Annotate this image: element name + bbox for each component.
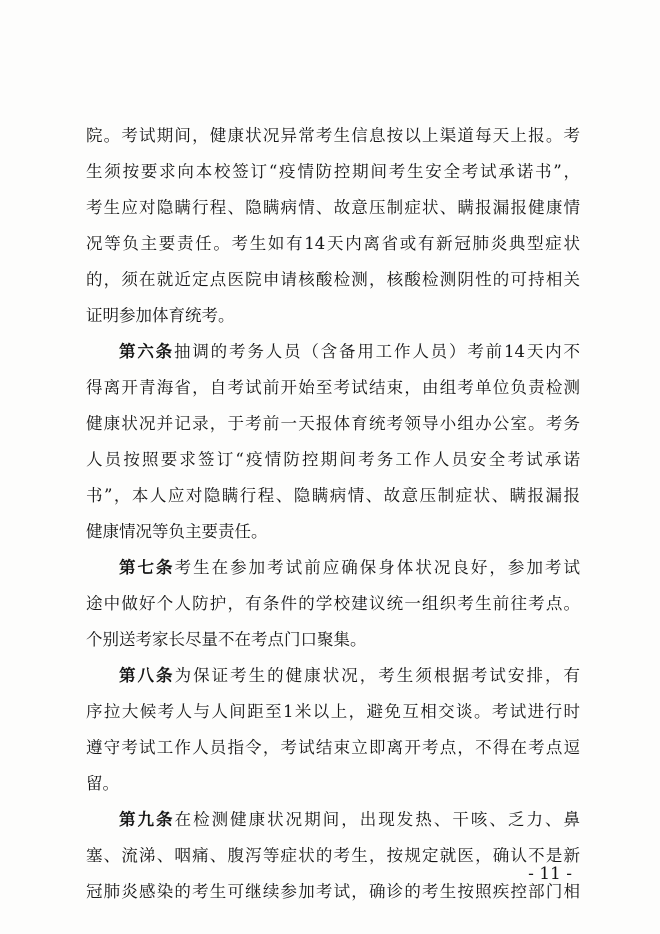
text-line: 冠肺炎感染的考生可继续参加考试，确诊的考生按照疾控部门相 bbox=[86, 882, 580, 901]
text-line: 途中做好个人防护，有条件的学校建议统一组织考生前往考点。 bbox=[86, 594, 580, 613]
article-heading: 第九条 bbox=[119, 810, 175, 829]
text-line: 人员按照要求签订“疫情防控期间考务工作人员安全考试承诺 bbox=[86, 450, 580, 469]
text-line: 书”，本人应对隐瞒行程、隐瞒病情、故意压制症状、瞒报漏报 bbox=[86, 486, 580, 505]
body-text bbox=[86, 118, 580, 910]
article-heading: 第七条 bbox=[119, 558, 175, 577]
text-line: 遵守考试工作人员指令，考试结束立即离开考点，不得在考点逗 bbox=[86, 738, 580, 757]
text-line: 考生应对隐瞒行程、隐瞒病情、故意压制症状、瞒报漏报健康情 bbox=[86, 198, 580, 217]
article-nine-line bbox=[86, 802, 580, 838]
text-line: 健康情况等负主要责任。 bbox=[86, 522, 268, 541]
article-text: 考生在参加考试前应确保身体状况良好，参加考试 bbox=[174, 558, 580, 577]
article-seven-line bbox=[86, 550, 580, 586]
article-heading: 第八条 bbox=[119, 666, 175, 685]
text-line: 证明参加体育统考。 bbox=[86, 306, 235, 325]
text-line: 塞、流涕、咽痛、腹泻等症状的考生，按规定就医，确认不是新 bbox=[86, 846, 580, 865]
article-text: 抽调的考务人员（含备用工作人员）考前14天内不 bbox=[174, 342, 580, 361]
text-line: 生须按要求向本校签订“疫情防控期间考生安全考试承诺书”， bbox=[86, 162, 580, 181]
text-line: 健康状况并记录，于考前一天报体育统考领导小组办公室。考务 bbox=[86, 414, 580, 433]
text-line: 个别送考家长尽量不在考点门口聚集。 bbox=[86, 630, 367, 649]
text-line: 况等负主要责任。考生如有14天内离省或有新冠肺炎典型症状 bbox=[86, 234, 580, 253]
text-line: 的，须在就近定点医院申请核酸检测，核酸检测阴性的可持相关 bbox=[86, 270, 580, 289]
article-text: 为保证考生的健康状况，考生须根据考试安排，有 bbox=[174, 666, 580, 685]
text-line: 留。 bbox=[86, 774, 119, 793]
page-number: - 11 - bbox=[528, 864, 572, 884]
text-line: 院。考试期间，健康状况异常考生信息按以上渠道每天上报。考 bbox=[86, 126, 580, 145]
text-line: 得离开青海省，自考试前开始至考试结束，由组考单位负责检测 bbox=[86, 378, 580, 397]
article-text: 在检测健康状况期间，出现发热、干咳、乏力、鼻 bbox=[174, 810, 580, 829]
article-six-line bbox=[86, 334, 580, 370]
text-line: 序拉大候考人与人间距至1米以上，避免互相交谈。考试进行时 bbox=[86, 702, 580, 721]
article-heading: 第六条 bbox=[119, 342, 174, 361]
article-eight-line bbox=[86, 658, 580, 694]
